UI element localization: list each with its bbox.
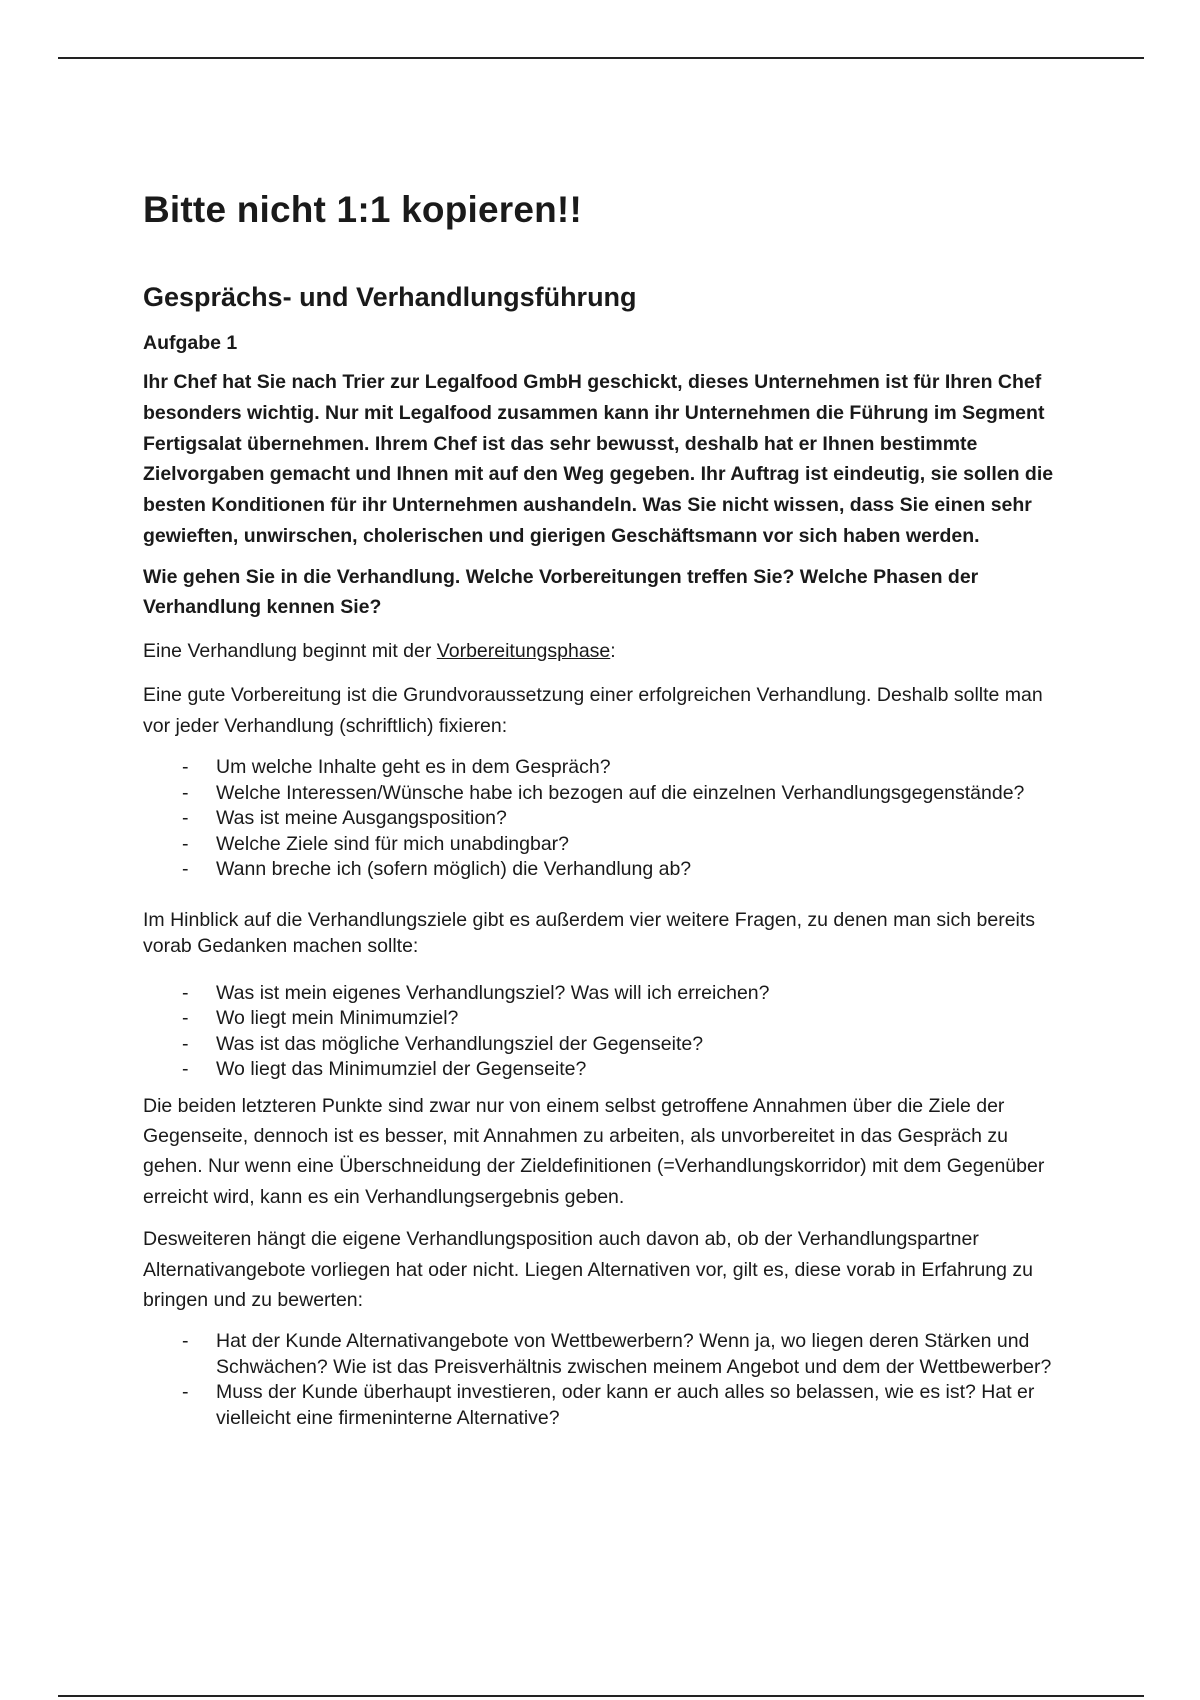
document-body [143,188,1073,1431]
goals-list [143,981,1073,1083]
intro-suffix: : [610,639,616,662]
bottom-rule [58,1695,1144,1697]
list-item: - Muss der Kunde überhaupt investieren, oder kann er auch alles so belassen, wie es ist? Hat er vielleicht eine firmeninterne Alternative? [182,1381,1035,1429]
alternatives-list [143,1329,1073,1431]
task-text: Ihr Chef hat Sie nach Trier zur Legalfood GmbH geschickt, dieses Unternehmen ist für Ihren Chef besonders wichtig. Nur mit Legalfood zusammen kann ihr Unternehmen die Führung im Segment Fertigsalat übernehmen. Ihrem Chef ist das sehr bewusst, deshalb hat er Ihnen bestimmte Zielvorgaben gemacht und Ihnen mit auf den Weg gegeben. Ihr Auftrag ist eindeutig, sie sollen die besten Konditionen für ihr Unternehmen aushandeln. Was Sie nicht wissen, dass Sie einen sehr gewieften, unwirschen, cholerischen und gierigen Geschäftsmann vor sich haben werden. [143,371,1054,547]
dash-bullet: - [182,1381,189,1404]
dash-bullet: - [182,1032,189,1055]
dash-bullet: - [182,756,189,778]
page-title: Bitte nicht 1:1 kopieren!! [143,189,582,230]
dash-bullet: - [182,1058,189,1080]
paragraph-preparation: Eine gute Vorbereitung ist die Grundvoraussetzung einer erfolgreichen Verhandlung. Deshalb sollte man vor jeder Verhandlung (schriftlich) fixieren: [143,684,1043,737]
dash-bullet: - [182,781,189,804]
dash-bullet: - [182,832,189,855]
paragraph-assumptions: Die beiden letzteren Punkte sind zwar nur von einem selbst getroffene Annahmen über die Ziele der Gegenseite, dennoch ist es besser, mit Annahmen zu arbeiten, als unvorbereitet in das Gespräch zu gehen. Nur wenn eine Überschneidung der Zieldefinitionen (=Verhandlungskorridor) mit dem Gegenüber erreicht wird, kann es ein Verhandlungsergebnis geben. [143,1094,1045,1208]
list-item: - Was ist meine Ausgangsposition? [143,806,1073,832]
dash-bullet: - [182,981,189,1004]
task-question: Wie gehen Sie in die Verhandlung. Welche Vorbereitungen treffen Sie? Welche Phasen der Verhandlung kennen Sie? [143,565,979,618]
list-item: - Wo liegt mein Minimumziel? [143,1006,1073,1032]
list-item: - Was ist mein eigenes Verhandlungsziel? Was will ich erreichen? [143,981,1073,1007]
list-item: - Welche Ziele sind für mich unabdingbar? [143,832,1073,858]
list-item: - Was ist das mögliche Verhandlungsziel der Gegenseite? [143,1032,1073,1058]
paragraph-goals: Im Hinblick auf die Verhandlungsziele gibt es außerdem vier weitere Fragen, zu denen man sich bereits vorab Gedanken machen sollte: [143,908,1036,957]
list-item: - Wo liegt das Minimumziel der Gegenseite? [143,1057,1073,1083]
dash-bullet: - [182,1007,189,1029]
section-title: Gesprächs- und Verhandlungsführung [143,282,637,312]
dash-bullet: - [182,807,189,829]
paragraph-alternatives: Desweiteren hängt die eigene Verhandlungsposition auch davon ab, ob der Verhandlungspartner Alternativangebote vorliegen hat oder nicht. Liegen Alternativen vor, gilt es, diese vorab in Erfahrung zu bringen und zu bewerten: [143,1228,1033,1311]
task-label: Aufgabe 1 [143,332,238,354]
list-item: - Wann breche ich (sofern möglich) die Verhandlung ab? [143,857,1073,883]
dash-bullet: - [182,858,189,880]
list-item: - Hat der Kunde Alternativangebote von Wettbewerbern? Wenn ja, wo liegen deren Stärken und Schwächen? Wie ist das Preisverhältnis zwischen meinem Angebot und dem der Wettbewerber? [182,1330,1052,1378]
list-item: - Welche Interessen/Wünsche habe ich bezogen auf die einzelnen Verhandlungsgegenstände? [143,781,1073,807]
top-rule [58,57,1144,59]
preparation-list [143,755,1073,883]
preparation-phase-term: Vorbereitungsphase [436,639,611,662]
intro-paragraph [143,636,1073,666]
intro-prefix: Eine Verhandlung beginnt mit der [143,639,437,662]
list-item: - Um welche Inhalte geht es in dem Gespräch? [143,755,1073,781]
dash-bullet: - [182,1330,189,1353]
